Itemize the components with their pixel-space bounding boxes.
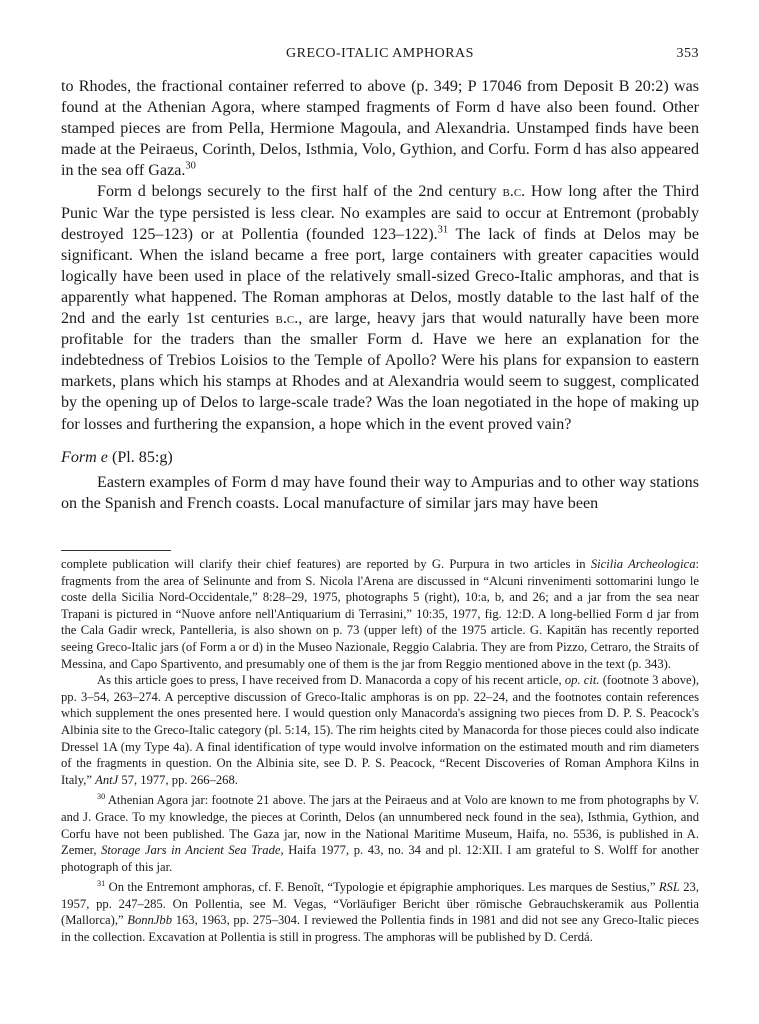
footnote-number-30: 30 <box>97 792 106 802</box>
footnote-number-31: 31 <box>97 879 106 889</box>
footnote-addendum: As this article goes to press, I have received from D. Manacorda a copy of his recent article, op. cit. (footnote 3 above), pp. 3–54, 263–274. A perceptive discussion of Greco-Italic amphoras is on pp. 22–24, and the footnotes contain references which supplement the ones presented here. I would question only Manacorda's assigning two pieces from D. P. S. Peacock's Albinia site to the Greco-Italic category (pl. 5:14, 15). The rim heights cited by Manacorda for those pieces could also indicate Dressel 1A (my Type 4a). A final identification of type would involve information on the estimated mouth and rim diameters of the fragments in question. On the Albinia site, see D. P. S. Peacock, “Recent Discoveries of Roman Amphora Kilns in Italy,” AntJ 57, 1977, pp. 266–268. <box>61 673 699 787</box>
footnote-continuation: complete publication will clarify their chief features) are reported by G. Purpura in two articles in Sicilia Archeologica: fragments from the area of Selinunte and from S. Nicola l'Arena are discussed in “Alcuni rinvenimenti sottomarini lungo le coste della Sicilia Nord-Occidentale,” 8:28–29, 1975, photographs 5 (right), 10:a, b, and 26; and a jar from the sea near Trapani is pictured in “Nuove anfore nell'Antiquarium di Terrasini,” 10:35, 1977, fig. 12:D. A long-bellied Form d jar from the Cala Gadir wreck, Pantelleria, is also shown on p. 73 (upper left) of the 1975 article. G. Kapitän has recently reported seeing Greco-Italic jars (of Form a or d) in the Museo Nazionale, Reggio Calabria. They are from Pizzo, Cetraro, the Straits of Messina, and Capo Spartivento, and presumably one of them is the jar from Reggio mentioned above in the text (p. 343). <box>61 557 699 671</box>
footnote-ref-30[interactable]: 30 <box>185 161 196 173</box>
section-heading <box>61 447 699 468</box>
page-number: 353 <box>676 46 699 61</box>
running-title: GRECO-ITALIC AMPHORAS <box>286 46 474 61</box>
footnote-ref-31[interactable]: 31 <box>437 224 449 236</box>
footnote-30: $^{30}$ Athenian Agora jar: footnote 21 above. The jars at the Peiraeus and at Volo are known to me from photographs by V. and J. Grace. To my knowledge, the pieces at Corinth, Delos (an unnumbered neck found in the sea), Isthmia, Gythion, and Corfu have not been published. The Gaza jar, now in the National Maritime Museum, Haifa, no. 5536, is published in A. Zemer, Storage Jars in Ancient Sea Trade, Haifa 1977, p. 43, no. 34 and pl. 12:XII. I am grateful to S. Wolff for another photograph of this jar. <box>61 792 700 874</box>
plate-reference: (Pl. 85:g) <box>107 448 173 466</box>
footnote-31: $^{31}$ On the Entremont amphoras, cf. F. Benoît, “Typologie et épigraphie amphoriques. Les marques de Sestius,” RSL 23, 1957, pp. 247–285. On Pollentia, see M. Vegas, “Vorläufiger Bericht über römische Gebrauchskeramik aus Pollentia (Mallorca),” BonnJbb 163, 1963, pp. 275–304. I reviewed the Pollentia finds in 1981 and did not see any Greco-Italic pieces in the collection. Excavation at Pollentia is still in progress. The amphoras will be published by D. Cerdá. <box>61 879 700 945</box>
paragraph-2: Form d belongs securely to the first half of the 2nd century b.c. How long after the Third Punic War the type persisted is less clear. No examples are said to occur at Entremont (probably destroyed 125–123) or at Pollentia (founded 123–122).$^{31}$ The lack of finds at Delos may be significant. When the island became a free port, large containers with greater capacities would logically have been used in place of the relatively small-sized Greco-Italic amphoras, and that is apparently what happened. The Roman amphoras at Delos, mostly datable to the last half of the 2nd and the early 1st centuries b.c., are large, heavy jars that would naturally have been more profitable for the traders than the smaller Form d. Have we here an explanation for the indebtedness of Trebios Loisios to the Temple of Apollo? Were his plans for expansion to eastern markets, plans which his stamps at Rhodes and at Alexandria would seem to suggest, complicated by the opening up of Delos to large-scale trade? Was the loan negotiated in the hope of making up for losses and furthering the expansion, a hope which in the event proved vain? <box>61 183 700 433</box>
footnote-divider <box>61 550 171 551</box>
paragraph-3: Eastern examples of Form d may have found their way to Ampurias and to other way stations on the Spanish and French coasts. Local manufacture of similar jars may have been <box>61 473 699 512</box>
main-text <box>61 76 699 514</box>
footnotes <box>61 556 699 946</box>
section-title: Form e <box>61 448 108 466</box>
paragraph-1: to Rhodes, the fractional container referred to above (p. 349; P 17046 from Deposit B 20:2) was found at the Athenian Agora, where stamped fragments of Form d have also been found. Other stamped pieces are from Pella, Hermione Magoula, and Alexandria. Unstamped finds have been made at the Peiraeus, Corinth, Delos, Isthmia, Volo, Gythion, and Corfu. Form d has also appeared in the sea off Gaza.$^{30}$ <box>61 78 699 180</box>
